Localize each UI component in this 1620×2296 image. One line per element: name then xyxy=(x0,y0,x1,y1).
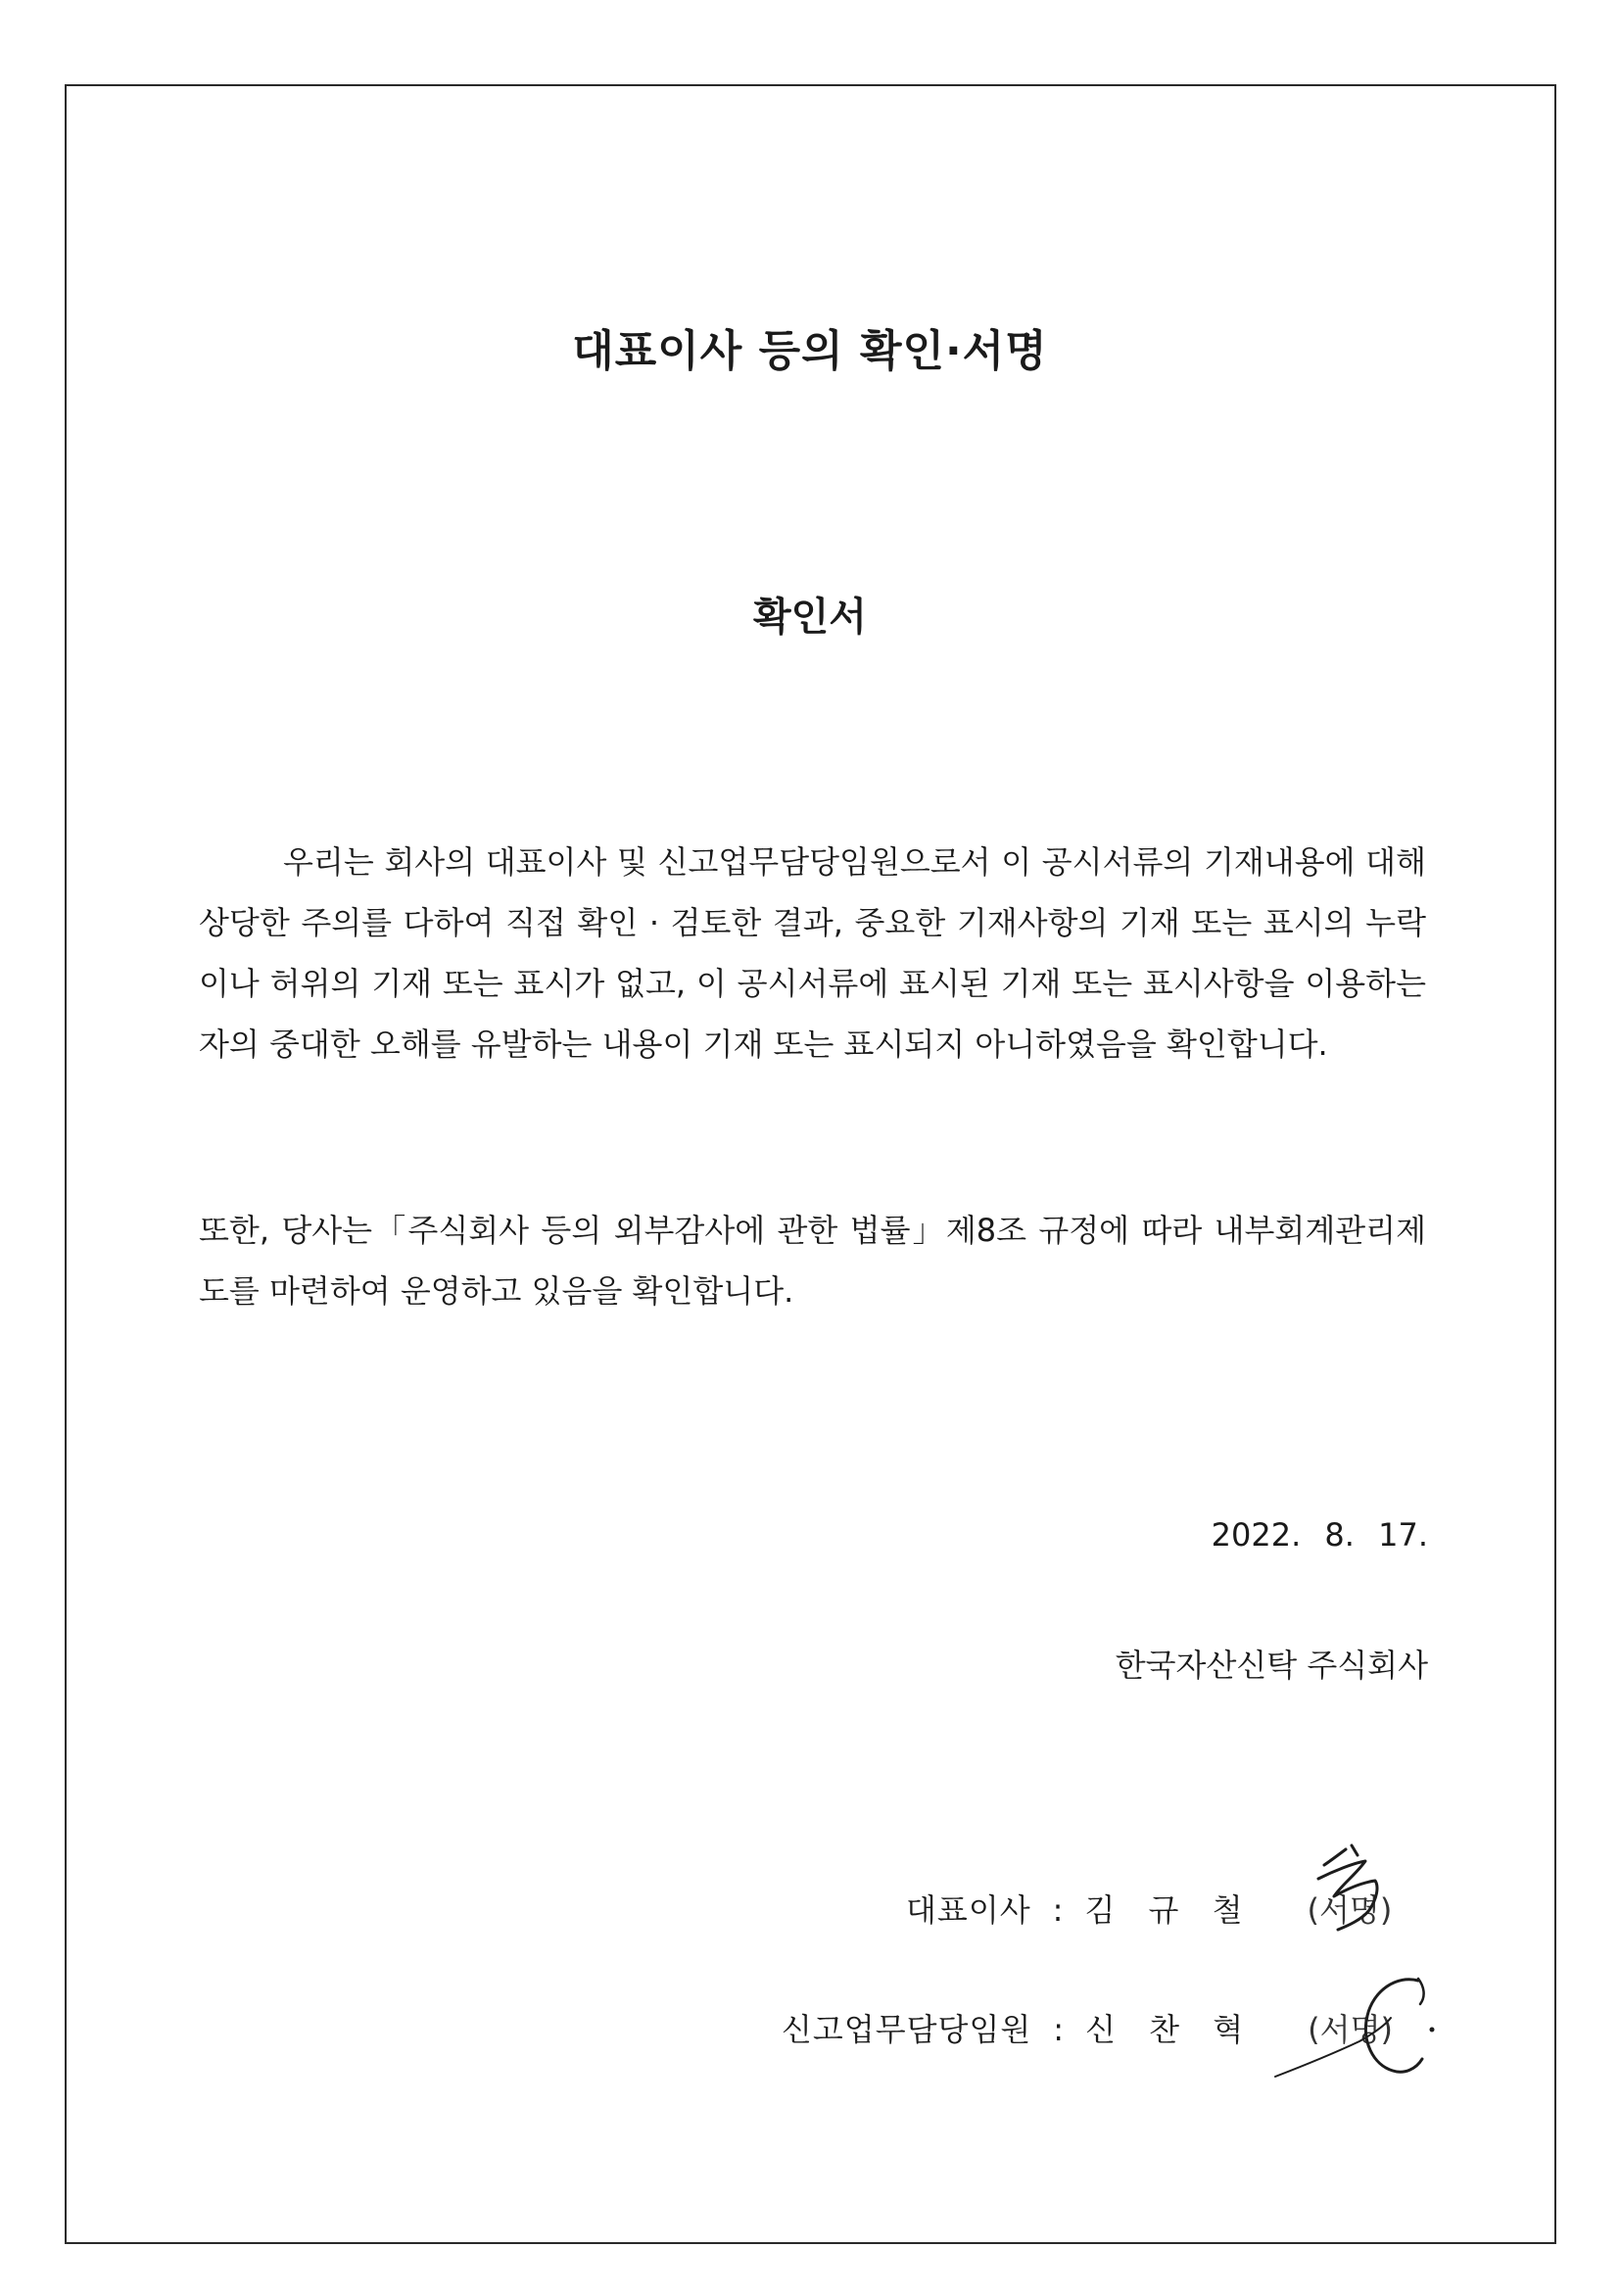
confirmation-paragraph-2: 또한, 당사는「주식회사 등의 외부감사에 관한 법률」제8조 규정에 따라 내부회계관리제도를 마련하여 운영하고 있음을 확인합니다. xyxy=(199,1212,1426,1310)
signer-role: 대표이사 xyxy=(906,1891,1031,1929)
signer-name: 김 규 철 xyxy=(1084,1891,1255,1929)
signature-mark-label: (서명) xyxy=(1308,2011,1393,2048)
ceo-signature-line xyxy=(906,1886,1392,1931)
separator-colon: : xyxy=(1053,2011,1065,2048)
signature-mark-label: (서명) xyxy=(1307,1891,1393,1929)
signer-role: 신고업무담당임원 xyxy=(782,2011,1032,2048)
document-subtitle: 확인서 xyxy=(753,595,867,640)
disclosure-officer-signature-line xyxy=(782,2005,1393,2050)
separator-colon: : xyxy=(1052,1891,1064,1929)
confirmation-paragraph-1: 우리는 회사의 대표이사 및 신고업무담당임원으로서 이 공시서류의 기재내용에 대해 상당한 주의를 다하여 직접 확인 · 검토한 결과, 중요한 기재사항의 기재 또는 표시의 누락이나 허위의 기재 또는 표시가 없고, 이 공시서류에 표시된 기재 또는 표시사항을 이용하는 자의 중대한 오해를 유발하는 내용이 기재 또는 표시되지 아니하였음을 확인합니다. xyxy=(199,843,1426,1063)
document-date: 2022. 8. 17. xyxy=(1211,1516,1428,1554)
company-name: 한국자산신탁 주식회사 xyxy=(1115,1647,1428,1684)
signer-name: 신 찬 혁 xyxy=(1085,2011,1256,2048)
document-title: 대표이사 등의 확인·서명 xyxy=(572,326,1048,376)
